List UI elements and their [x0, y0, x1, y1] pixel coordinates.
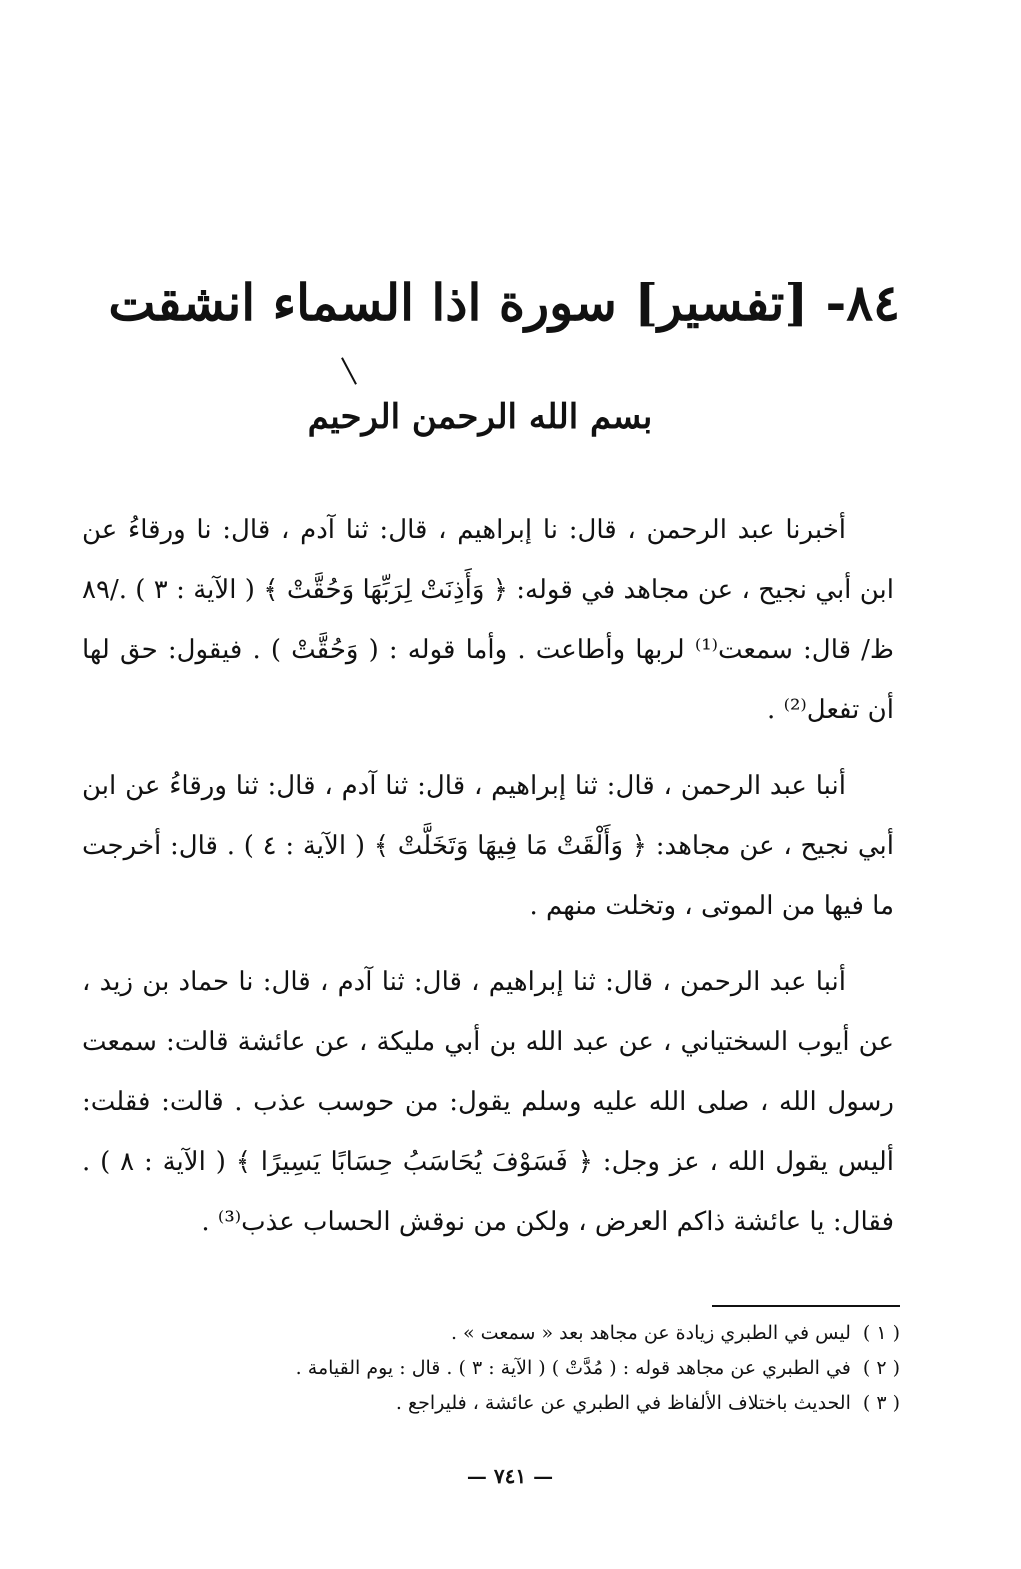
footnote-3	[90, 1386, 900, 1421]
margin-mark	[341, 357, 357, 384]
basmala-calligraphy: بسم الله الرحمن الرحيم	[307, 397, 653, 437]
footnote-text: في الطبري عن مجاهد قوله : ( مُدَّتْ ) ( الآية : ٣ ) . قال : يوم القيامة .	[295, 1357, 851, 1379]
footnote-2	[90, 1351, 900, 1386]
footnote-separator	[712, 1305, 900, 1307]
footnotes	[90, 1316, 900, 1421]
footnote-text: ليس في الطبري زيادة عن مجاهد بعد « سمعت » .	[450, 1322, 851, 1344]
paragraph-1: أخبرنا عبد الرحمن ، قال: نا إبراهيم ، قال: ثنا آدم ، قال: نا ورقاءُ عن ابن أبي نجيح ، عن مجاهد في قوله: ﴿ وَأَذِنَتْ لِرَبِّهَا وَحُقَّتْ ﴾ ( الآية : ٣ ) ./٨٩ ظ/ قال: سمعت⁽¹⁾ لربها وأطاعت . وأما قوله : ( وَحُقَّتْ ) . فيقول: حق لها أن تفعل⁽²⁾ .	[82, 515, 894, 725]
footnote-number: ( ١ )	[862, 1322, 900, 1344]
footnote-1	[90, 1316, 900, 1351]
page-number: — ٧٤١ —	[466, 1464, 554, 1488]
footnote-text: الحديث باختلاف الألفاظ في الطبري عن عائشة ، فليراجع .	[395, 1392, 851, 1414]
paragraph-3: أنبا عبد الرحمن ، قال: ثنا إبراهيم ، قال: ثنا آدم ، قال: نا حماد بن زيد ، عن أيوب السختياني ، عن عبد الله بن أبي مليكة ، عن عائشة قالت: سمعت رسول الله ، صلى الله عليه وسلم يقول: من حوسب عذب . قالت: فقلت: أليس يقول الله ، عز وجل: ﴿ فَسَوْفَ يُحَاسَبُ حِسَابًا يَسِيرًا ﴾ ( الآية : ٨ ) . فقال: يا عائشة ذاكم العرض ، ولكن من نوقش الحساب عذب⁽³⁾ .	[82, 967, 894, 1237]
footnote-number: ( ٢ )	[862, 1357, 900, 1379]
main-text	[82, 500, 894, 1252]
footnote-number: ( ٣ )	[862, 1392, 900, 1414]
paragraph-2: أنبا عبد الرحمن ، قال: ثنا إبراهيم ، قال: ثنا آدم ، قال: ثنا ورقاءُ عن ابن أبي نجيح ، عن مجاهد: ﴿ وَأَلْقَتْ مَا فِيهَا وَتَخَلَّتْ ﴾ ( الآية : ٤ ) . قال: أخرجت ما فيها من الموتى ، وتخلت منهم .	[82, 771, 894, 921]
surah-title: ٨٤- [تفسير] سورة اذا السماء انشقت	[108, 273, 900, 332]
